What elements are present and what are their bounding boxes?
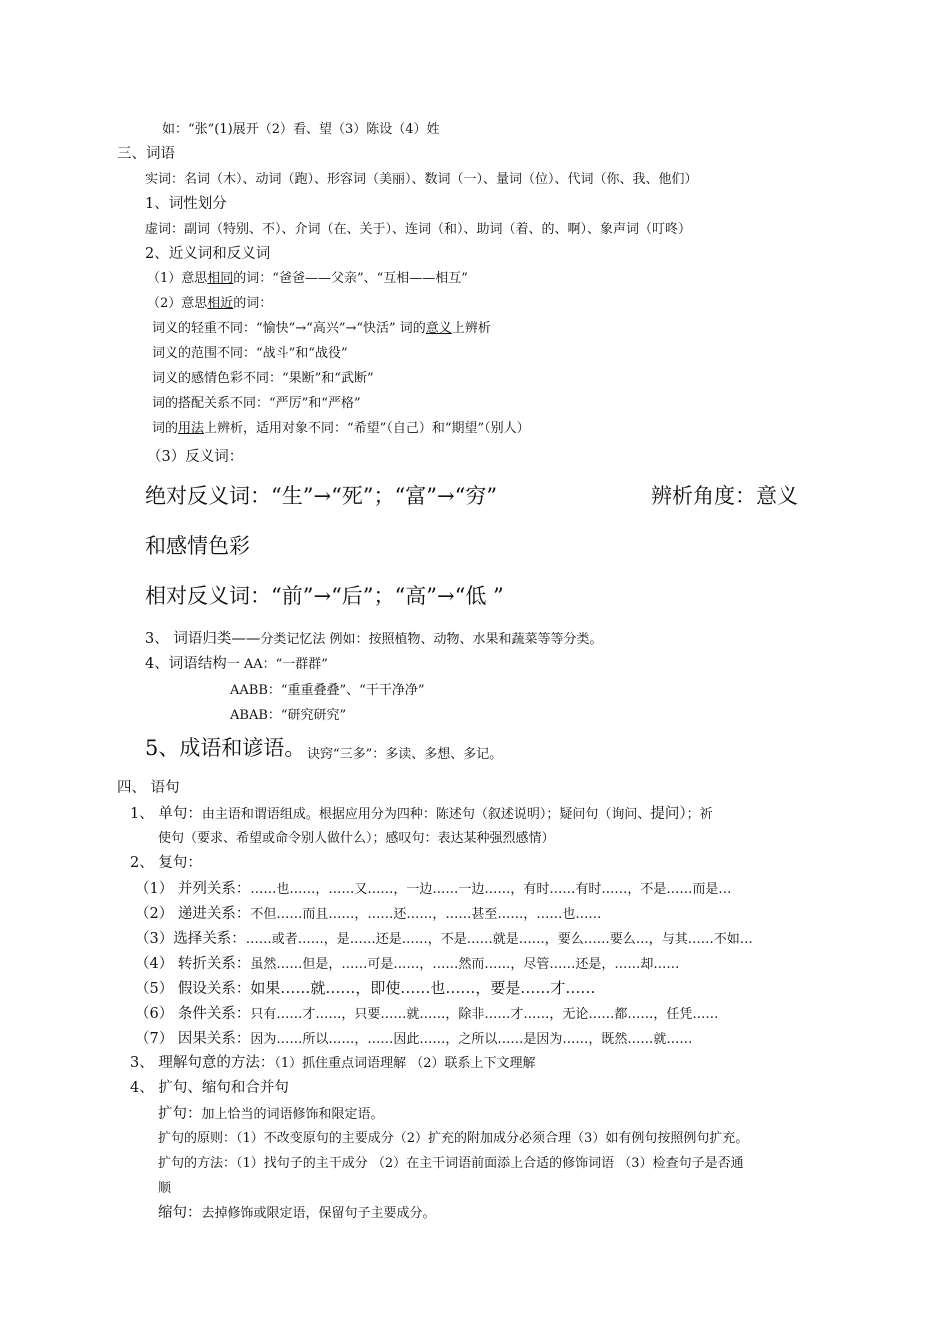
synonym-same-line [147, 270, 468, 288]
danju-title: 1、 单句： [130, 806, 202, 822]
relation-dijin-label: （2） 递进关系： [135, 906, 251, 922]
relative-antonym: 相对反义词：“前”→“后”；“高”→“低 ” [145, 584, 504, 608]
guilei-desc: 分类记忆法 例如：按照植物、动物、水果和蔬菜等等分类。 [260, 632, 603, 647]
lijie-line [130, 1054, 536, 1073]
lijie-methods: （1）抓住重点词语理解 （2）联系上下文理解 [274, 1056, 536, 1071]
qingzhong-line [152, 320, 491, 338]
guilei-title: 3、 词语归类—— [145, 631, 261, 647]
section4-heading: 四、 语句 [117, 780, 180, 796]
relation-bingle [135, 880, 731, 899]
danju-qi: ；祈 [686, 807, 713, 822]
kuosuo-heading: 4、 扩句、缩句和合并句 [130, 1080, 289, 1096]
relation-yinguo-words: 因为……所以……，……因此……，之所以……是因为……，既然……就…… [250, 1032, 693, 1047]
synonym-same-suffix: 的词：“爸爸——父亲”、“互相——相互” [233, 271, 468, 286]
qingzhong-prefix: 词义的轻重不同：“愉快”→“高兴”→“快活” 词的 [152, 321, 426, 336]
danju-desc: 由主语和谓语组成。根据应用分为四种：陈述句（叙述说明）；疑问句（询问、 [201, 807, 651, 822]
fanwei-line: 词义的范围不同：“战斗”和“战役” [152, 346, 348, 361]
qingzhong-suffix: 上辨析 [451, 321, 491, 336]
qingzhong-underlined: 意义 [425, 321, 452, 336]
kuoju-desc: 加上恰当的词语修饰和限定语。 [201, 1107, 384, 1122]
synonym-near-underlined: 相近 [207, 296, 234, 311]
kuoju-fangfa-cont: 顺 [158, 1181, 172, 1196]
relation-tiaojian [135, 1005, 718, 1024]
relation-yinguo-label: （7） 因果关系： [135, 1031, 251, 1047]
suoju-title: 缩句： [158, 1205, 202, 1221]
relation-bingle-label: （1） 并列关系： [135, 881, 251, 897]
abab-line: ABAB：“研究研究” [230, 708, 347, 723]
synonym-same-underlined: 相同 [207, 271, 234, 286]
danju-line-cont: 使句（要求、希望或命令别人做什么）；感叹句：表达某种强烈感情） [158, 831, 555, 846]
jiegou-line [145, 655, 328, 674]
synonym-near-line [147, 295, 272, 313]
synonym-same-prefix: （1）意思 [147, 271, 208, 286]
suoju-desc: 去掉修饰或限定语，保留句子主要成分。 [201, 1206, 436, 1221]
relation-xuanze-words: ……或者……，是……还是……，不是……就是……，要么……要么…，与其……不如… [245, 932, 753, 947]
relation-dijin-words: 不但……而且……，……还……，……甚至……，……也…… [250, 907, 602, 922]
ganqing-line: 词义的感情色彩不同：“果断”和“武断” [152, 371, 374, 386]
shici-line: 实词：名词（木）、动词（跑）、形容词（美丽）、数词（一）、量词（位）、代词（你、我、他们） [145, 172, 698, 187]
section3-heading: 三、词语 [117, 146, 175, 162]
relation-yinguo [135, 1030, 692, 1049]
yongfa-suffix: 上辨析，适用对象不同：“希望”（自己）和“期望”（别人） [204, 421, 530, 436]
chengyu-heading: 5、成语和谚语。 [145, 736, 306, 760]
chengyu-tip: 诀窍“三多”：多读、多想、多记。 [307, 747, 503, 762]
fuju-heading: 2、 复句： [130, 855, 202, 871]
synonym-near-prefix: （2）意思 [147, 296, 208, 311]
kuoju-fangfa: 扩句的方法：（1）找句子的主干成分 （2）在主干词语前面添上合适的修饰词语 （3）检查句子是否通 [158, 1156, 744, 1171]
lijie-title: 3、 理解句意的方法： [130, 1055, 275, 1071]
jiegou-title: 4、词语结构 [145, 656, 227, 672]
relation-tiaojian-label: （6） 条件关系： [135, 1006, 251, 1022]
kuoju-line [158, 1105, 384, 1124]
relation-tiaojian-words: 只有……才……，只要……就……，除非……才……，无论……都……，任凭…… [250, 1007, 719, 1022]
jinfan-heading: 2、近义词和反义词 [145, 246, 271, 262]
yongfa-line [152, 420, 530, 438]
relation-zhuanzhe [135, 955, 679, 974]
antonym-heading: （3）反义词： [147, 449, 244, 465]
analysis-angle-cont: 和感情色彩 [145, 534, 250, 558]
relation-jiashe-words: 如果……就……，即使……也……，要是……才…… [250, 979, 596, 997]
analysis-angle: 辨析角度：意义 [651, 484, 798, 508]
yongfa-underlined: 用法 [178, 421, 205, 436]
aabb-line: AABB：“重重叠叠”、“干干净净” [230, 683, 425, 698]
danju-line [130, 805, 713, 824]
jiegou-aa: 一 AA：“一群群” [226, 657, 328, 672]
relation-xuanze-label: （3）选择关系： [135, 931, 246, 947]
xuci-line: 虚词：副词（特别、不）、介词（在、关于）、连词（和）、助词（着、的、啊）、象声词（叮咚） [145, 222, 692, 237]
relation-zhuanzhe-label: （4） 转折关系： [135, 956, 251, 972]
guilei-line [145, 630, 602, 649]
kuoju-title: 扩句： [158, 1106, 202, 1122]
kuoju-yuanze: 扩句的原则：（1）不改变原句的主要成分（2）扩充的附加成分必须合理（3）如有例句按照例句扩充。 [158, 1131, 749, 1146]
yongfa-prefix: 词的 [152, 421, 179, 436]
relation-zhuanzhe-words: 虽然……但是，……可是……，……然而……，尽管……还是，……却…… [250, 957, 680, 972]
example-zhang: 如：“张”(1)展开（2）看、望（3）陈设（4）姓 [162, 122, 440, 137]
absolute-antonym: 绝对反义词：“生”→“死”；“富”→“穷” [145, 484, 498, 508]
synonym-near-suffix: 的词： [233, 296, 273, 311]
dapei-line: 词的搭配关系不同：“严厉”和“严格” [152, 396, 361, 411]
relation-jiashe-label: （5） 假设关系： [135, 981, 251, 997]
danju-tiwen: 提问） [650, 806, 687, 822]
relation-xuanze [135, 930, 753, 949]
relation-dijin [135, 905, 601, 924]
suoju-line [158, 1204, 436, 1223]
cixing-heading: 1、词性划分 [145, 196, 227, 212]
relation-jiashe [135, 979, 595, 999]
relation-bingle-words: ……也……，……又……，一边……一边……，有时……有时……，不是……而是… [250, 882, 732, 897]
